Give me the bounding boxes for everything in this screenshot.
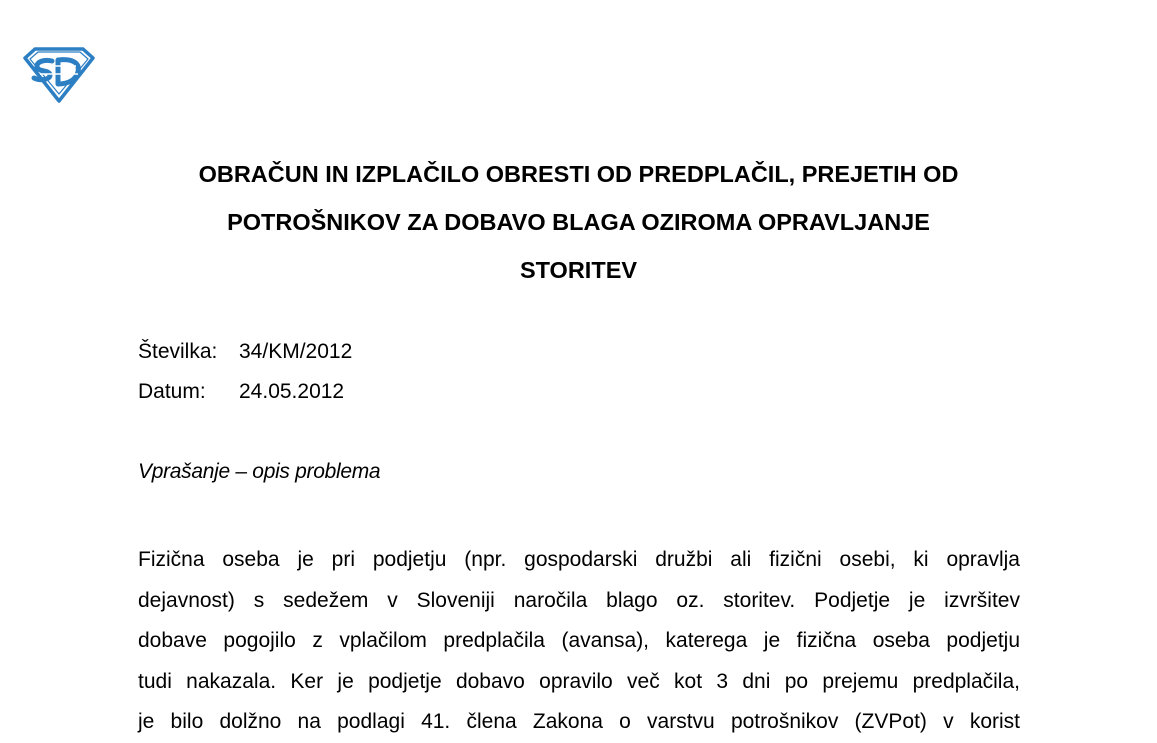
document-number-value: 34/KM/2012 <box>239 340 353 363</box>
body-line: dobave pogojilo z vplačilom predplačila (avansa), katerega je fizična oseba podjetju <box>138 629 1020 652</box>
document-date-label: Datum: <box>138 380 206 403</box>
document-title <box>120 150 1037 294</box>
document-date-value: 24.05.2012 <box>239 380 345 403</box>
sd-logo <box>22 46 96 104</box>
body-line: Fizična oseba je pri podjetju (npr. gospodarski družbi ali fizični osebi, ki opravlja <box>138 548 1020 571</box>
body-line: dejavnost) s sedežem v Sloveniji naročila blago oz. storitev. Podjetje je izvršitev <box>138 588 1020 612</box>
sd-shield-logo-icon <box>22 46 96 104</box>
title-line: OBRAČUN IN IZPLAČILO OBRESTI OD PREDPLAČIL, PREJETIH OD <box>198 161 959 187</box>
title-line: STORITEV <box>519 257 638 283</box>
document-number-label: Številka: <box>138 340 218 363</box>
question-heading: Vprašanje – opis problema <box>138 460 381 483</box>
body-line: je bilo dolžno na podlagi 41. člena Zakona o varstvu potrošnikov (ZVPot) v korist <box>138 710 1020 733</box>
document-date-row <box>138 380 344 404</box>
title-line: POTROŠNIKOV ZA DOBAVO BLAGA OZIROMA OPRAVLJANJE <box>227 209 930 235</box>
body-line: tudi nakazala. Ker je podjetje dobavo opravilo več kot 3 dni po prejemu predplačila, <box>138 669 1020 693</box>
body-paragraph <box>138 540 1020 743</box>
document-number-row <box>138 340 352 364</box>
